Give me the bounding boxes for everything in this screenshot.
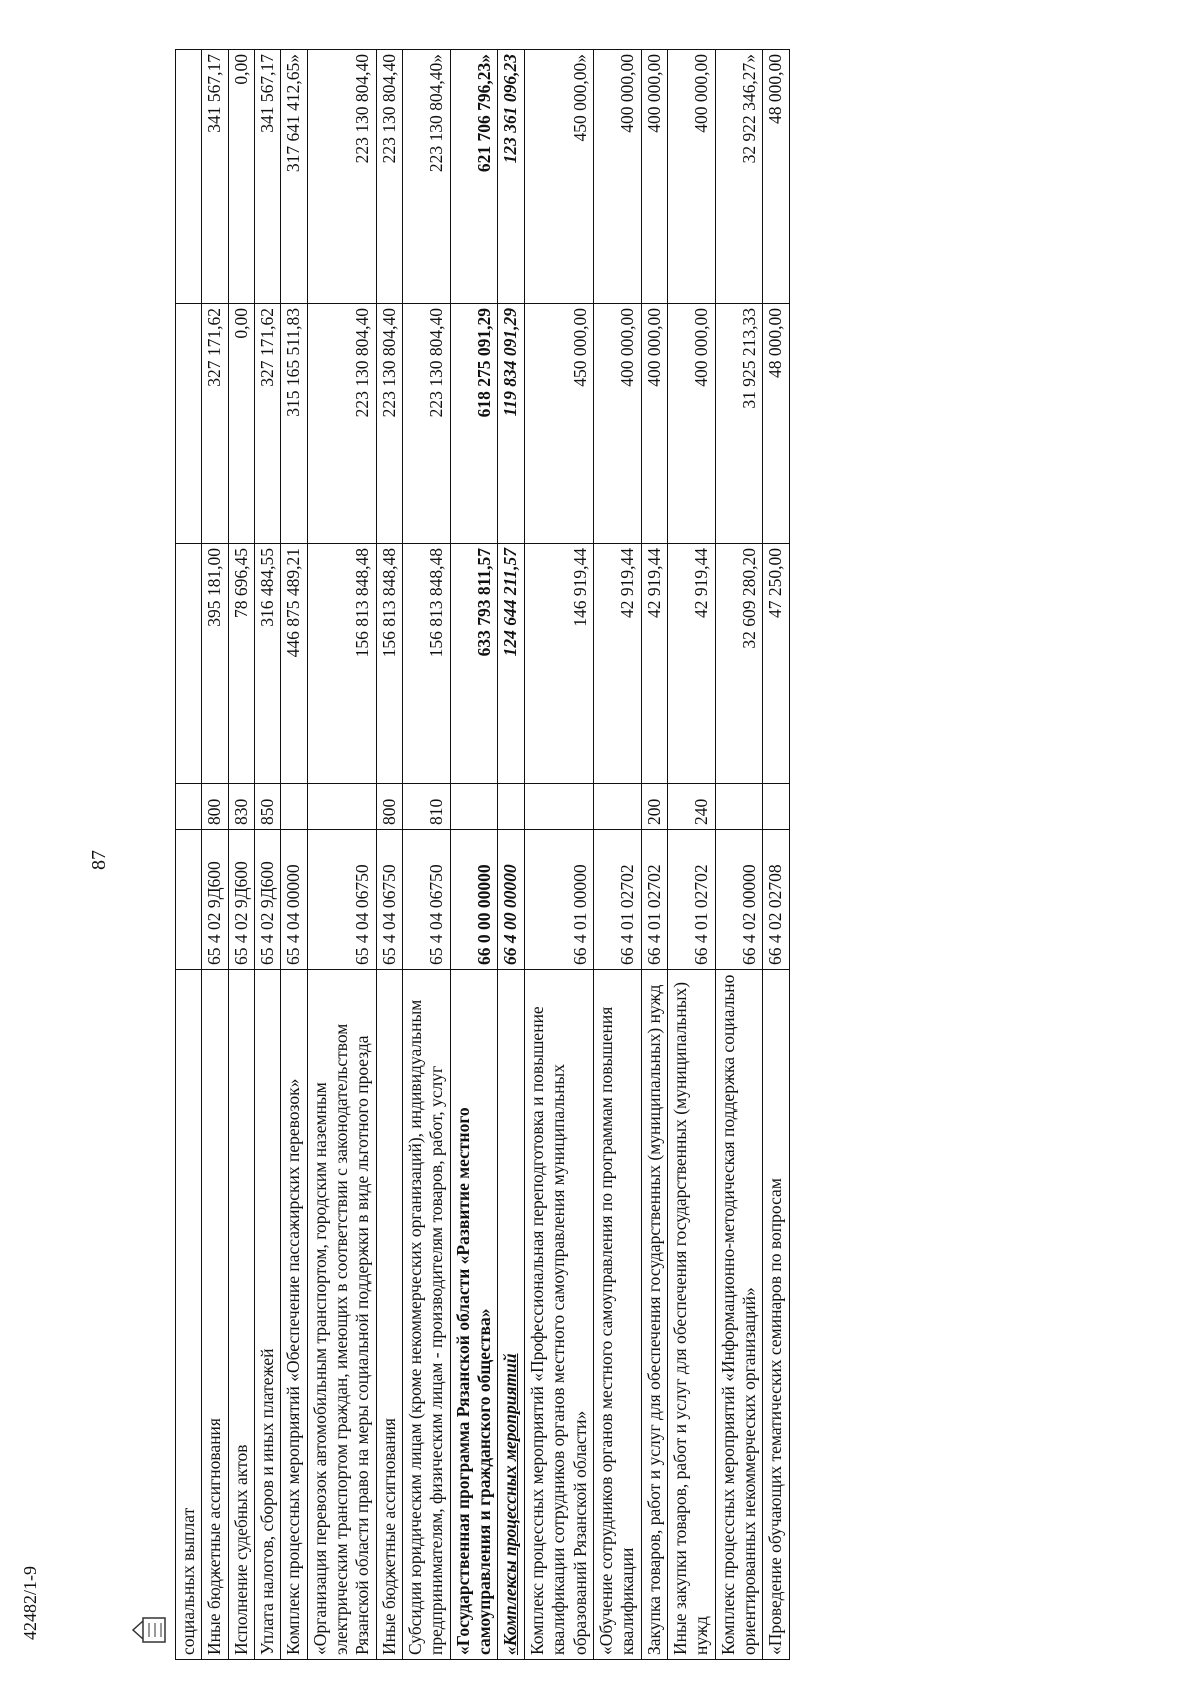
target-code-cell: 65 4 04 06750 [403,830,451,970]
amount-year1-cell: 395 181,00 [202,544,228,784]
amount-year1-cell: 156 813 848,48 [376,544,402,784]
table-row [498,50,524,1660]
amount-year3-cell: 400 000,00 [641,50,667,304]
table-row [176,50,202,1660]
row-name-cell: «Обучение сотрудников органов местного самоуправления по программам повышения квалификации [593,970,641,1660]
table-row [228,50,254,1660]
amount-year3-cell: 123 361 096,23 [498,50,524,304]
target-code-cell: 65 4 02 9Д600 [228,830,254,970]
target-code-cell: 65 4 04 06750 [376,830,402,970]
row-name-cell: «Проведение обучающих тематических семинаров по вопросам [763,970,789,1660]
table-row [450,50,498,1660]
expense-type-cell: 800 [202,784,228,830]
row-name-cell: Закупка товаров, работ и услуг для обеспечения государственных (муниципальных) нужд [641,970,667,1660]
amount-year1-cell: 633 793 811,57 [450,544,498,784]
budget-table [175,49,790,1660]
table-row [376,50,402,1660]
amount-year2-cell: 223 130 804,40 [403,304,451,544]
expense-type-cell [524,784,593,830]
row-name-cell: «Комплексы процессных мероприятий [498,970,524,1660]
amount-year3-cell: 341 567,17 [255,50,281,304]
expense-type-cell: 240 [667,784,715,830]
table-row [281,50,307,1660]
amount-year2-cell: 223 130 804,40 [307,304,376,544]
amount-year1-cell: 124 644 211,57 [498,544,524,784]
expense-type-cell: 800 [376,784,402,830]
row-name-cell: Комплекс процессных мероприятий «Информационно-методическая поддержка социально ориентированных некоммерческих организаций» [715,970,763,1660]
row-name-cell: Иные закупки товаров, работ и услуг для обеспечения государственных (муниципальных) нужд [667,970,715,1660]
document-code: 42482/1-9 [20,1566,40,1640]
table-row [307,50,376,1660]
emblem-stamp-icon [129,1615,169,1645]
amount-year1-cell: 42 919,44 [641,544,667,784]
amount-year3-cell: 48 000,00 [763,50,789,304]
expense-type-cell: 810 [403,784,451,830]
expense-type-cell [498,784,524,830]
amount-year2-cell: 400 000,00 [641,304,667,544]
amount-year3-cell: 223 130 804,40 [307,50,376,304]
target-code-cell: 66 4 02 00000 [715,830,763,970]
table-row [524,50,593,1660]
target-code-cell: 66 4 01 02702 [641,830,667,970]
row-name-cell: «Организация перевозок автомобильным транспортом, городским наземным электрическим транспортом граждан, имеющих в соответствии с законодательством Рязанской области право на меры социальной поддержки в виде льготного проезда [307,970,376,1660]
page-number: 87 [88,850,110,870]
amount-year3-cell: 223 130 804,40» [403,50,451,304]
expense-type-cell [763,784,789,830]
expense-type-cell [715,784,763,830]
amount-year1-cell: 316 484,55 [255,544,281,784]
amount-year3-cell [176,50,202,304]
row-name-cell: Иные бюджетные ассигнования [202,970,228,1660]
target-code-cell: 65 4 02 9Д600 [202,830,228,970]
amount-year1-cell [176,544,202,784]
amount-year2-cell: 327 171,62 [255,304,281,544]
amount-year3-cell: 400 000,00 [667,50,715,304]
target-code-cell: 65 4 04 06750 [307,830,376,970]
table-row [641,50,667,1660]
target-code-cell: 66 0 00 00000 [450,830,498,970]
amount-year3-cell: 621 706 796,23» [450,50,498,304]
amount-year3-cell: 341 567,17 [202,50,228,304]
row-name-cell: Комплекс процессных мероприятий «Обеспечение пассажирских перевозок» [281,970,307,1660]
expense-type-cell: 200 [641,784,667,830]
expense-type-cell: 850 [255,784,281,830]
amount-year2-cell: 223 130 804,40 [376,304,402,544]
table-row [593,50,641,1660]
table-row [763,50,789,1660]
amount-year1-cell: 42 919,44 [667,544,715,784]
amount-year3-cell: 400 000,00 [593,50,641,304]
amount-year1-cell: 78 696,45 [228,544,254,784]
amount-year2-cell: 315 165 511,83 [281,304,307,544]
amount-year2-cell: 400 000,00 [667,304,715,544]
target-code-cell: 66 4 01 02702 [667,830,715,970]
target-code-cell: 66 4 01 00000 [524,830,593,970]
target-code-cell [176,830,202,970]
expense-type-cell [281,784,307,830]
amount-year2-cell: 48 000,00 [763,304,789,544]
amount-year2-cell: 0,00 [228,304,254,544]
row-name-cell: Иные бюджетные ассигнования [376,970,402,1660]
expense-type-cell [176,784,202,830]
row-name-cell: Комплекс процессных мероприятий «Профессиональная переподготовка и повышение квалификации сотрудников органов местного самоуправления муниципальных образований Рязанской области» [524,970,593,1660]
amount-year1-cell: 156 813 848,48 [307,544,376,784]
amount-year1-cell: 32 609 280,20 [715,544,763,784]
expense-type-cell [593,784,641,830]
amount-year2-cell: 119 834 091,29 [498,304,524,544]
target-code-cell: 65 4 02 9Д600 [255,830,281,970]
amount-year2-cell: 31 925 213,33 [715,304,763,544]
table-row [667,50,715,1660]
amount-year1-cell: 146 919,44 [524,544,593,784]
amount-year2-cell: 327 171,62 [202,304,228,544]
row-name-cell: «Государственная программа Рязанской области «Развитие местного самоуправления и гражданского общества» [450,970,498,1660]
row-name-cell: социальных выплат [176,970,202,1660]
target-code-cell: 66 4 02 02708 [763,830,789,970]
amount-year3-cell: 317 641 412,65» [281,50,307,304]
amount-year2-cell: 450 000,00 [524,304,593,544]
amount-year2-cell: 618 275 091,29 [450,304,498,544]
amount-year2-cell [176,304,202,544]
table-row [255,50,281,1660]
amount-year3-cell: 32 922 346,27» [715,50,763,304]
target-code-cell: 66 4 01 02702 [593,830,641,970]
amount-year3-cell: 0,00 [228,50,254,304]
amount-year1-cell: 156 813 848,48 [403,544,451,784]
budget-table-body [176,50,790,1660]
amount-year1-cell: 42 919,44 [593,544,641,784]
rotated-budget-table-container [175,50,790,1660]
table-row [202,50,228,1660]
table-row [715,50,763,1660]
target-code-cell: 66 4 00 00000 [498,830,524,970]
amount-year1-cell: 47 250,00 [763,544,789,784]
expense-type-cell [307,784,376,830]
amount-year3-cell: 223 130 804,40 [376,50,402,304]
expense-type-cell [450,784,498,830]
row-name-cell: Уплата налогов, сборов и иных платежей [255,970,281,1660]
amount-year2-cell: 400 000,00 [593,304,641,544]
table-row [403,50,451,1660]
amount-year1-cell: 446 875 489,21 [281,544,307,784]
target-code-cell: 65 4 04 00000 [281,830,307,970]
row-name-cell: Субсидии юридическим лицам (кроме некоммерческих организаций), индивидуальным предпринимателям, физическим лицам - производителям товаров, работ, услуг [403,970,451,1660]
row-name-cell: Исполнение судебных актов [228,970,254,1660]
amount-year3-cell: 450 000,00» [524,50,593,304]
expense-type-cell: 830 [228,784,254,830]
